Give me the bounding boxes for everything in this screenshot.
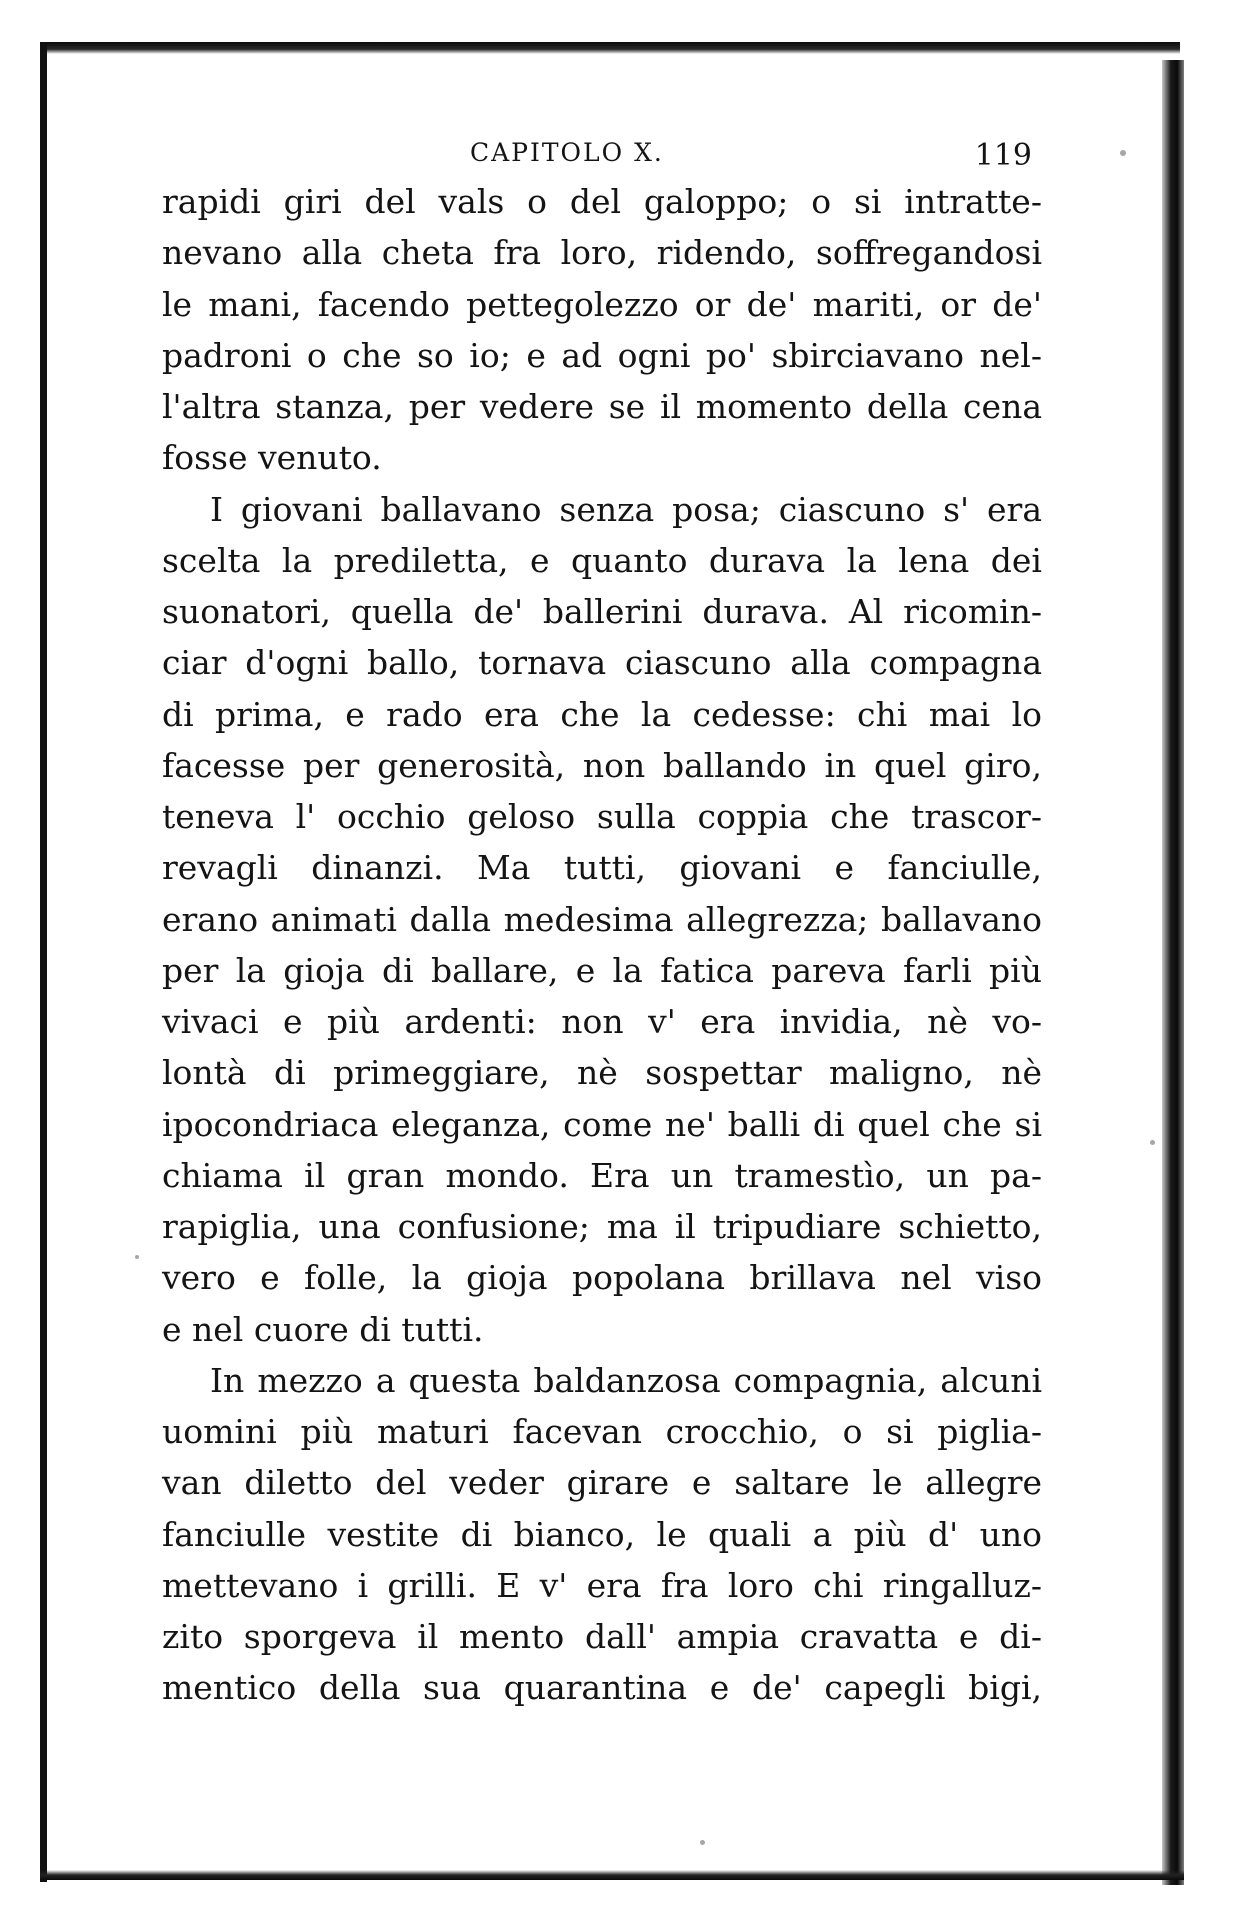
text-line: rapiglia, una confusione; ma il tripudiare schietto, [162, 1207, 1042, 1246]
text-line: In mezzo a questa baldanzosa compagnia, alcuni [210, 1360, 1042, 1400]
text-line: lontà di primeggiare, nè sospettar maligno, nè [162, 1053, 1042, 1093]
text-line: zito sporgeva il mento dall' ampia cravatta e di- [162, 1617, 1042, 1656]
text-line: mettevano i grilli. E v' era fra loro chi ringalluz- [162, 1565, 1042, 1605]
text-line: fanciulle vestite di bianco, le quali a più d' uno [162, 1514, 1042, 1554]
text-line: l'altra stanza, per vedere se il momento della cena [162, 387, 1042, 426]
text-line: van diletto del veder girare e saltare le allegre [162, 1463, 1042, 1503]
text-line: mentico della sua quarantina e de' capegli bigi, [162, 1668, 1042, 1708]
scan-speck [135, 1255, 139, 1259]
scan-speck [1150, 1140, 1155, 1145]
text-line: suonatori, quella de' ballerini durava. Al ricomin- [162, 592, 1042, 631]
text-line: I giovani ballavano senza posa; ciascuno s' era [210, 489, 1042, 529]
text-line: padroni o che so io; e ad ogni po' sbirciavano nel- [162, 335, 1042, 375]
scan-speck [700, 1840, 705, 1845]
page-edge-top [40, 42, 1180, 54]
page-edge-right [1162, 60, 1184, 1885]
page-edge-left [40, 42, 47, 1882]
page-edge-bottom [40, 1870, 1184, 1880]
text-line: ipocondriaca eleganza, come ne' balli di quel che si [162, 1104, 1042, 1144]
text-line: revagli dinanzi. Ma tutti, giovani e fanciulle, [162, 848, 1042, 888]
scan-speck [1120, 150, 1126, 156]
text-line: vivaci e più ardenti: non v' era invidia, nè vo- [162, 1002, 1042, 1041]
text-line: uomini più maturi facevan crocchio, o si piglia- [162, 1412, 1042, 1451]
text-line: nevano alla cheta fra loro, ridendo, soffregandosi [162, 233, 1042, 273]
text-line: vero e folle, la gioja popolana brillava nel viso [162, 1258, 1042, 1298]
page-number: 119 [974, 138, 1032, 173]
text-line: teneva l' occhio geloso sulla coppia che trascor- [162, 797, 1042, 836]
running-head [160, 138, 1040, 178]
body-text [162, 176, 1042, 1714]
text-line: le mani, facendo pettegolezzo or de' mariti, or de' [162, 284, 1042, 324]
text-line: chiama il gran mondo. Era un tramestìo, un pa- [162, 1155, 1042, 1195]
text-line: ciar d'ogni ballo, tornava ciascuno alla compagna [162, 643, 1042, 683]
text-line: rapidi giri del vals o del galoppo; o si intratte- [162, 182, 1042, 221]
text-line: facesse per generosità, non ballando in quel giro, [162, 745, 1042, 785]
text-line: erano animati dalla medesima allegrezza; ballavano [162, 899, 1042, 939]
chapter-title: CAPITOLO X. [470, 138, 664, 167]
text-line: per la gioja di ballare, e la fatica pareva farli più [162, 950, 1042, 990]
text-line: e nel cuore di tutti. [162, 1309, 484, 1349]
text-line: fosse venuto. [162, 438, 382, 478]
text-line: di prima, e rado era che la cedesse: chi mai lo [162, 694, 1042, 734]
text-line: scelta la prediletta, e quanto durava la lena dei [162, 540, 1042, 580]
